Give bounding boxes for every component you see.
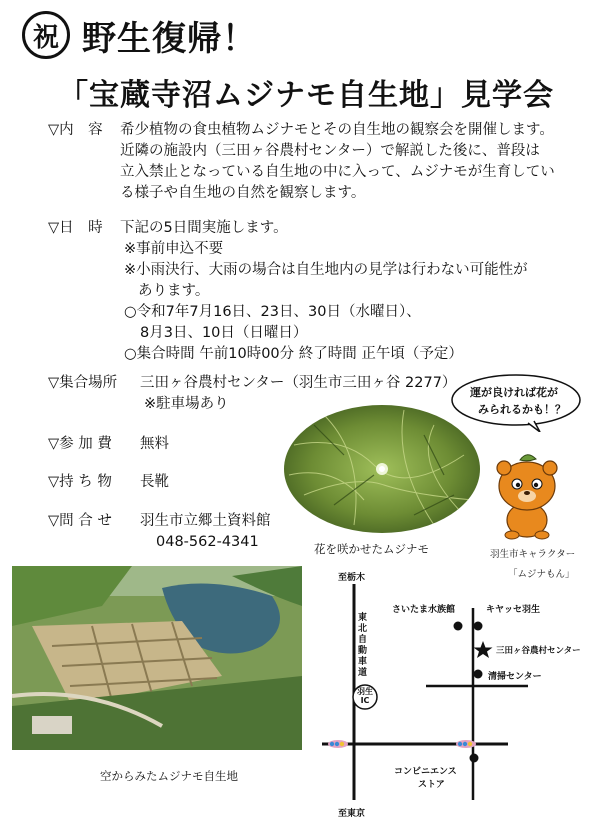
- datetime-line-5: ○令和7年7月16日、23日、30日（水曜日）、: [124, 304, 421, 320]
- map-south-label: 至東京: [338, 809, 366, 819]
- celebration-badge: 祝: [22, 11, 70, 59]
- access-map: [308, 568, 596, 820]
- datetime-line-2: ※事前申込不要: [124, 241, 224, 257]
- main-title: 野生復帰！: [82, 18, 257, 59]
- aerial-photo: [12, 566, 302, 750]
- content-line-3: 立入禁止となっている自生地の中に入って、ムジナモが生育してい: [120, 164, 555, 180]
- meeting-place-line-2: ※駐車場あり: [144, 396, 229, 412]
- section-datetime: [48, 218, 588, 368]
- title-line-1: [22, 6, 257, 64]
- section-inquiry: [48, 511, 288, 555]
- mascot-caption-2: 「ムジナもん」: [508, 569, 575, 580]
- map-ic-label: 羽生 IC: [357, 687, 373, 705]
- section-belongings: [48, 472, 268, 494]
- bubble-line-1: 運が良ければ花が: [470, 386, 558, 399]
- datetime-line-4: あります。: [138, 283, 210, 299]
- section-content: [48, 120, 588, 210]
- fee-value: 無料: [140, 436, 169, 452]
- map-center-label: 三田ヶ谷農村センター: [496, 646, 581, 656]
- label-fee: ▽参 加 費: [48, 436, 112, 452]
- mascot-caption-1: 羽生市キャラクター: [490, 549, 576, 560]
- aerial-caption: 空からみたムジナモ自生地: [100, 769, 238, 783]
- label-datetime: ▽日 時: [48, 220, 103, 236]
- map-north-label: 至栃木: [338, 573, 366, 583]
- map-convenience-label: コンビニエンス ストア: [394, 767, 457, 790]
- datetime-line-3: ※小雨決行、大雨の場合は自生地内の見学は行わない可能性が: [124, 262, 528, 278]
- speech-bubble: [448, 372, 584, 432]
- datetime-line-7: ○集合時間 午前10時00分 終了時間 正午頃（予定）: [124, 346, 463, 362]
- map-cleaning-label: 清掃センター: [488, 672, 542, 682]
- datetime-line-6: 8月3日、10日（日曜日）: [140, 325, 308, 341]
- content-line-1: 希少植物の食虫植物ムジナモとその自生地の観察会を開催します。: [120, 122, 554, 138]
- datetime-line-1: 下記の5日間実施します。: [120, 220, 288, 236]
- map-expressway-label: 東 北 自 動 車 道: [358, 613, 368, 678]
- inquiry-phone: 048-562-4341: [156, 534, 259, 550]
- map-kiyasse-label: キヤッセ羽生: [486, 605, 541, 615]
- event-title: 「宝蔵寺沼ムジナモ自生地」見学会: [58, 78, 554, 113]
- content-line-4: る様子や自生地の自然を観察します。: [120, 185, 366, 201]
- belongings-value: 長靴: [140, 474, 169, 490]
- bubble-line-2: みられるかも！？: [478, 403, 566, 416]
- section-fee: [48, 434, 268, 456]
- label-content: ▽内 容: [48, 122, 103, 138]
- label-inquiry: ▽問 合 せ: [48, 513, 112, 529]
- label-belongings: ▽持 ち 物: [48, 474, 112, 490]
- map-aquarium-label: さいたま水族館: [392, 605, 456, 615]
- inquiry-org: 羽生市立郷土資料館: [140, 513, 271, 529]
- content-line-2: 近隣の施設内（三田ヶ谷農村センター）で解説した後に、普段は: [120, 143, 540, 159]
- meeting-place-line-1: 三田ヶ谷農村センター（羽生市三田ヶ谷 2277）: [140, 375, 457, 391]
- photo-caption: 花を咲かせたムジナモ: [314, 542, 429, 556]
- mujinamon-mascot: [492, 450, 562, 540]
- label-meeting-place: ▽集合場所: [48, 375, 118, 391]
